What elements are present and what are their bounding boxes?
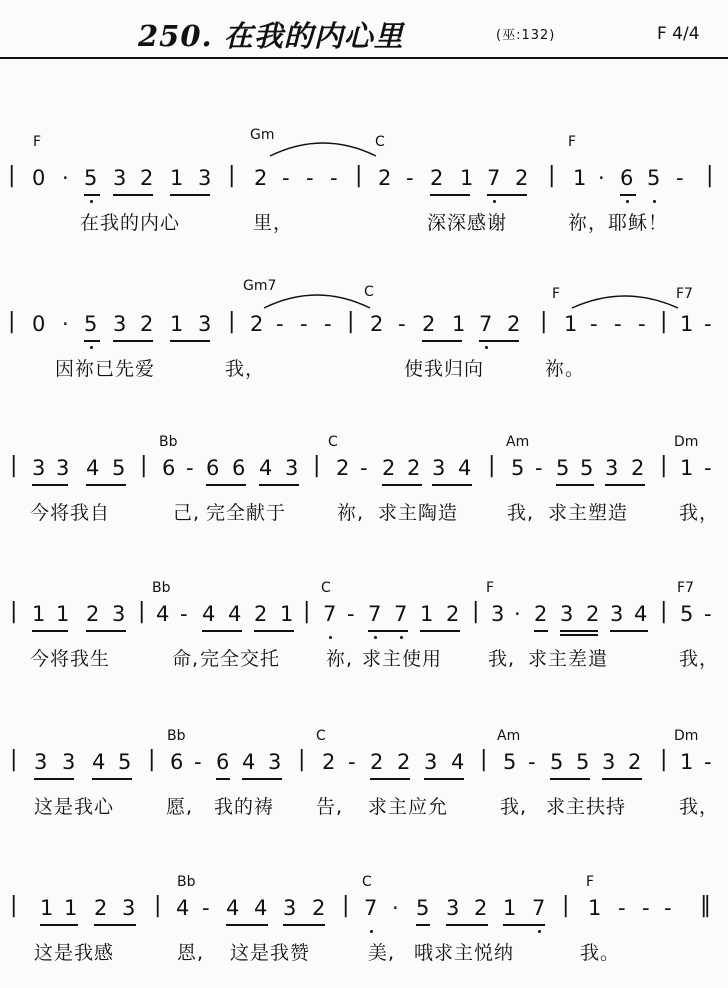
beam	[422, 340, 462, 342]
beam	[86, 484, 126, 486]
lyric-segment: 我，	[679, 502, 720, 524]
dash: -	[664, 896, 672, 920]
note: 2	[322, 750, 336, 774]
note: 1	[56, 602, 70, 626]
beam	[34, 778, 74, 780]
lyric-segment: 命,	[172, 648, 200, 670]
note: 4	[176, 896, 190, 920]
dash: -	[330, 166, 338, 190]
note: 1	[420, 602, 434, 626]
dash: -	[642, 896, 650, 920]
note: 3	[113, 312, 127, 336]
beam	[92, 778, 132, 780]
dash: -	[186, 456, 194, 480]
note: 3	[112, 602, 126, 626]
beam	[170, 194, 210, 196]
beam	[430, 194, 470, 196]
note: 7	[394, 602, 408, 626]
note: 3	[602, 750, 616, 774]
note: 3	[560, 602, 574, 626]
numbered-notation	[0, 599, 728, 640]
beam	[534, 630, 548, 632]
note: 5	[112, 456, 126, 480]
lyric-segment: 求主应允	[368, 796, 449, 818]
beam	[479, 340, 519, 342]
note: 1	[680, 750, 694, 774]
key-signature: F 4/4	[657, 24, 700, 44]
note: 3	[283, 896, 297, 920]
note: 5	[576, 750, 590, 774]
note: 3	[122, 896, 136, 920]
note: 6	[206, 456, 220, 480]
double-beam	[560, 634, 598, 636]
note: 6	[620, 166, 634, 190]
bar-line: |	[10, 747, 18, 772]
lyric-segment: 这是我感	[34, 942, 115, 964]
note: 5	[556, 456, 570, 480]
beam	[113, 194, 153, 196]
dash: -	[194, 750, 202, 774]
bar-line: |	[8, 309, 16, 334]
note: 3	[62, 750, 76, 774]
beam	[368, 630, 408, 632]
note: 5	[580, 456, 594, 480]
title-bar	[0, 10, 728, 58]
beam	[550, 778, 590, 780]
slur	[262, 288, 372, 310]
bar-line: |	[138, 599, 146, 624]
octave-dot	[90, 346, 93, 349]
note: 7	[479, 312, 493, 336]
beam	[206, 484, 246, 486]
bar-line: |	[355, 163, 363, 188]
bar-line: |	[228, 309, 236, 334]
dash: -	[202, 896, 210, 920]
note: 1	[170, 166, 184, 190]
dash: -	[324, 312, 332, 336]
lyric-segment: 愿,	[166, 796, 194, 818]
note: 3	[56, 456, 70, 480]
note: 2	[430, 166, 444, 190]
note: 1	[680, 312, 694, 336]
note: 3	[610, 602, 624, 626]
note: 4	[634, 602, 648, 626]
note: 3	[198, 166, 212, 190]
beam	[602, 778, 642, 780]
bar-line: |	[347, 309, 355, 334]
beam	[86, 630, 126, 632]
note: 2	[586, 602, 600, 626]
bar-line: |	[313, 453, 321, 478]
chord-symbol: F	[552, 286, 561, 302]
chord-symbol: Dm	[674, 434, 699, 450]
note: 4	[92, 750, 106, 774]
lyric-segment: 美,	[368, 942, 396, 964]
beam	[620, 194, 636, 196]
slur	[268, 136, 378, 158]
chord-symbol: C	[364, 284, 374, 300]
lyric-segment: 完全交托	[200, 648, 281, 670]
lyric-segment: 我,	[507, 502, 535, 524]
bar-line: |	[548, 163, 556, 188]
bar-line: |	[660, 747, 668, 772]
beam	[40, 924, 78, 926]
note: 7	[368, 602, 382, 626]
note: 1	[40, 896, 54, 920]
note: 5	[647, 166, 661, 190]
bar-line: |	[472, 599, 480, 624]
note: 2	[140, 312, 154, 336]
beam	[242, 778, 282, 780]
note: 3	[491, 602, 505, 626]
beam	[424, 778, 464, 780]
dash: -	[276, 312, 284, 336]
note: 5	[84, 166, 98, 190]
note: 2	[370, 312, 384, 336]
note: 3	[198, 312, 212, 336]
note: 2	[382, 456, 396, 480]
dash: -	[306, 166, 314, 190]
note: 2	[378, 166, 392, 190]
final-bar-line: ‖	[700, 893, 711, 918]
tempo-marking: (巫:132)	[496, 28, 556, 43]
lyric-segment: 我,	[500, 796, 528, 818]
dot-rhythm: ·	[514, 602, 521, 626]
dash: -	[528, 750, 536, 774]
note: 1	[573, 166, 587, 190]
dash: -	[704, 602, 712, 626]
lyric-segment: 深深感谢	[427, 212, 508, 234]
bar-line: |	[10, 453, 18, 478]
beam	[610, 630, 648, 632]
note: 2	[515, 166, 529, 190]
beam	[605, 484, 645, 486]
dash: -	[704, 312, 712, 336]
note: 4	[86, 456, 100, 480]
dash: -	[704, 456, 712, 480]
bar-line: |	[660, 309, 668, 334]
note: 5	[503, 750, 517, 774]
note: 4	[226, 896, 240, 920]
dash: -	[704, 750, 712, 774]
octave-dot	[538, 930, 541, 933]
note: 3	[113, 166, 127, 190]
note: 3	[268, 750, 282, 774]
dot-rhythm: ·	[62, 312, 69, 336]
numbered-notation	[0, 893, 728, 934]
note: 2	[254, 166, 268, 190]
note: 5	[550, 750, 564, 774]
dash: -	[535, 456, 543, 480]
note: 6	[170, 750, 184, 774]
chord-symbol: C	[316, 728, 326, 744]
lyric-segment: 这是我赞	[230, 942, 311, 964]
bar-line: |	[148, 747, 156, 772]
beam	[556, 484, 594, 486]
numbered-notation	[0, 453, 728, 494]
beam	[446, 924, 488, 926]
note: 2	[631, 456, 645, 480]
note: 3	[285, 456, 299, 480]
note: 4	[202, 602, 216, 626]
lyric-segment: 里，	[253, 212, 294, 234]
chord-symbol: C	[328, 434, 338, 450]
beam	[84, 340, 100, 342]
chord-symbol: F	[568, 134, 577, 150]
note: 0	[32, 312, 46, 336]
dot-rhythm: ·	[392, 896, 399, 920]
note: 1	[452, 312, 466, 336]
beam	[84, 194, 100, 196]
lyric-segment: 完全献于	[206, 502, 287, 524]
note: 1	[503, 896, 517, 920]
lyric-segment: 哦求主悦纳	[414, 942, 515, 964]
beam	[382, 484, 422, 486]
beam	[32, 630, 68, 632]
lyric-segment: 今将我生	[30, 648, 111, 670]
dash: -	[590, 312, 598, 336]
chord-symbol: Dm	[674, 728, 699, 744]
note: 7	[532, 896, 546, 920]
note: 6	[232, 456, 246, 480]
lyric-segment: 今将我自	[30, 502, 111, 524]
title-rule	[0, 57, 728, 59]
octave-dot	[374, 636, 377, 639]
note: 3	[424, 750, 438, 774]
lyric-segment: 己,	[173, 502, 201, 524]
dash: -	[618, 896, 626, 920]
note: 2	[140, 166, 154, 190]
chord-symbol: F	[486, 580, 495, 596]
dash: -	[360, 456, 368, 480]
octave-dot	[485, 346, 488, 349]
beam	[254, 630, 294, 632]
bar-line: |	[298, 747, 306, 772]
note: 1	[280, 602, 294, 626]
lyric-segment: 求主差遣	[528, 648, 609, 670]
beam	[420, 630, 460, 632]
chord-symbol: C	[321, 580, 331, 596]
chord-symbol: Bb	[152, 580, 171, 596]
dash: -	[348, 750, 356, 774]
dash: -	[347, 602, 355, 626]
note: 7	[487, 166, 501, 190]
chord-symbol: Bb	[167, 728, 186, 744]
note: 4	[259, 456, 273, 480]
lyric-segment: 祢，耶稣！	[568, 212, 669, 234]
note: 3	[32, 456, 46, 480]
lyric-segment: 恩,	[177, 942, 205, 964]
lyric-segment: 这是我心	[34, 796, 115, 818]
octave-dot	[329, 636, 332, 639]
note: 2	[254, 602, 268, 626]
note: 2	[250, 312, 264, 336]
beam	[226, 924, 268, 926]
bar-line: |	[228, 163, 236, 188]
bar-line: |	[660, 599, 668, 624]
beam	[113, 340, 153, 342]
chord-symbol: C	[362, 874, 372, 890]
lyric-segment: 告,	[316, 796, 344, 818]
beam	[170, 340, 210, 342]
lyric-segment: 求主塑造	[548, 502, 629, 524]
note: 5	[511, 456, 525, 480]
beam	[432, 484, 472, 486]
lyric-segment: 我，	[679, 796, 720, 818]
note: 5	[84, 312, 98, 336]
note: 4	[228, 602, 242, 626]
note: 4	[458, 456, 472, 480]
lyric-segment: 求主扶持	[546, 796, 627, 818]
beam	[560, 630, 598, 632]
note: 5	[680, 602, 694, 626]
lyric-segment: 祢,	[326, 648, 354, 670]
note: 1	[32, 602, 46, 626]
lyric-segment: 我。	[580, 942, 621, 964]
lyric-segment: 使我归向	[404, 358, 485, 380]
bar-line: |	[540, 309, 548, 334]
lyric-segment: 我,	[488, 648, 516, 670]
beam	[202, 630, 242, 632]
dash: -	[676, 166, 684, 190]
note: 4	[242, 750, 256, 774]
bar-line: |	[488, 453, 496, 478]
dot-rhythm: ·	[62, 166, 69, 190]
bar-line: |	[660, 453, 668, 478]
lyric-segment: 我，	[225, 358, 266, 380]
chord-symbol: Bb	[159, 434, 178, 450]
note: 5	[416, 896, 430, 920]
chord-symbol: F7	[676, 286, 693, 302]
beam	[259, 484, 299, 486]
note: 2	[474, 896, 488, 920]
note: 2	[336, 456, 350, 480]
beam	[370, 778, 410, 780]
dash: -	[180, 602, 188, 626]
note: 1	[460, 166, 474, 190]
note: 2	[628, 750, 642, 774]
note: 2	[446, 602, 460, 626]
lyric-segment: 在我的内心	[80, 212, 181, 234]
numbered-notation	[0, 747, 728, 788]
bar-line: |	[562, 893, 570, 918]
note: 2	[86, 602, 100, 626]
note: 2	[397, 750, 411, 774]
dash: -	[406, 166, 414, 190]
lyric-segment: 求主使用	[362, 648, 443, 670]
bar-line: |	[303, 599, 311, 624]
lyric-segment: 祢,	[337, 502, 365, 524]
chord-symbol: F	[33, 134, 42, 150]
octave-dot	[493, 200, 496, 203]
dash: -	[398, 312, 406, 336]
beam	[216, 778, 230, 780]
chord-symbol: C	[375, 134, 385, 150]
note: 7	[323, 602, 337, 626]
note: 1	[564, 312, 578, 336]
octave-dot	[370, 930, 373, 933]
dash: -	[614, 312, 622, 336]
note: 6	[216, 750, 230, 774]
octave-dot	[626, 200, 629, 203]
note: 3	[446, 896, 460, 920]
bar-line: |	[10, 893, 18, 918]
note: 6	[162, 456, 176, 480]
bar-line: |	[154, 893, 162, 918]
bar-line: |	[706, 163, 714, 188]
note: 5	[118, 750, 132, 774]
dash: -	[282, 166, 290, 190]
octave-dot	[653, 200, 656, 203]
note: 2	[370, 750, 384, 774]
beam	[283, 924, 325, 926]
note: 4	[156, 602, 170, 626]
note: 1	[588, 896, 602, 920]
dash: -	[638, 312, 646, 336]
dot-rhythm: ·	[598, 166, 605, 190]
bar-line: |	[480, 747, 488, 772]
bar-line: |	[10, 599, 18, 624]
note: 1	[680, 456, 694, 480]
lyric-segment: 因祢已先爱	[55, 358, 156, 380]
note: 4	[254, 896, 268, 920]
note: 7	[364, 896, 378, 920]
note: 2	[312, 896, 326, 920]
chord-symbol: F7	[677, 580, 694, 596]
numbered-notation	[0, 163, 728, 204]
chord-symbol: Bb	[177, 874, 196, 890]
beam	[32, 484, 68, 486]
bar-line: |	[140, 453, 148, 478]
numbered-notation	[0, 309, 728, 350]
beam	[94, 924, 136, 926]
note: 3	[34, 750, 48, 774]
song-title: 250. 在我的内心里	[138, 19, 404, 53]
note: 4	[451, 750, 465, 774]
note: 2	[422, 312, 436, 336]
note: 1	[170, 312, 184, 336]
chord-symbol: F	[586, 874, 595, 890]
octave-dot	[90, 200, 93, 203]
chord-symbol: Gm	[250, 127, 275, 143]
note: 3	[605, 456, 619, 480]
beam	[416, 924, 430, 926]
note: 2	[94, 896, 108, 920]
octave-dot	[400, 636, 403, 639]
beam	[487, 194, 527, 196]
lyric-segment: 祢。	[545, 358, 586, 380]
slur	[570, 290, 680, 310]
chord-symbol: Am	[497, 728, 521, 744]
note: 2	[407, 456, 421, 480]
note: 1	[64, 896, 78, 920]
chord-symbol: Am	[506, 434, 530, 450]
note: 0	[32, 166, 46, 190]
chord-symbol: Gm7	[243, 278, 277, 294]
beam	[503, 924, 545, 926]
note: 3	[432, 456, 446, 480]
lyric-segment: 求主陶造	[378, 502, 459, 524]
note: 2	[507, 312, 521, 336]
note: 2	[534, 602, 548, 626]
bar-line: |	[8, 163, 16, 188]
dash: -	[300, 312, 308, 336]
lyric-segment: 我的祷	[214, 796, 275, 818]
lyric-segment: 我，	[679, 648, 720, 670]
bar-line: |	[342, 893, 350, 918]
